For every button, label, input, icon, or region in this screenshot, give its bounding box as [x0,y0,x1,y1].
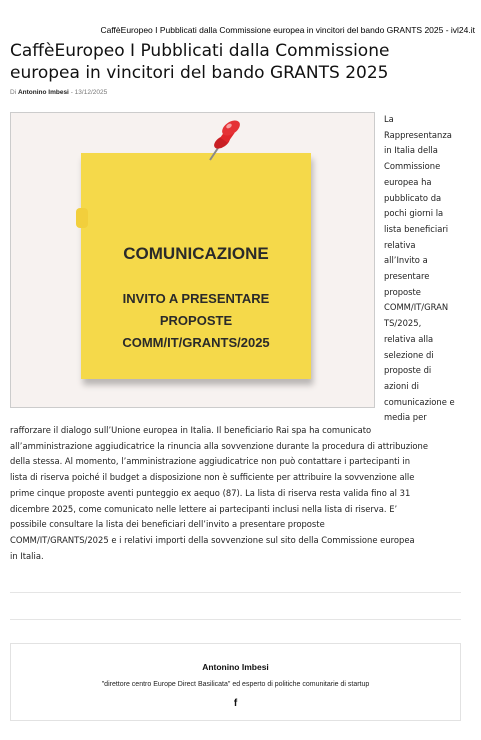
text-line: proposte di [384,365,432,376]
text-line: TS/2025, [384,318,422,329]
text-line: azioni di [384,380,419,391]
text-line: pubblicato da [384,192,442,203]
text-line: in Italia della [384,145,438,156]
text-line: lista beneficiari [384,223,449,234]
text-line: possibile consultare la lista dei beneficiari dell’invito a presentare proposte [10,519,325,530]
text-line: Rappresentanza [384,129,452,140]
pushpin-icon [196,118,244,166]
text-line: media per [384,412,427,423]
article-title-line-1: CaffèEuropeo I Pubblicati dalla Commissione [10,41,390,61]
text-line: lista di riserva poiché il budget a disposizione non è sufficiente per attribuire la sovvenzione alle [10,472,415,483]
article-title [10,40,450,84]
note-line-2: PROPOSTE [159,313,233,328]
article-body [10,423,470,564]
text-line: europea ha [384,176,432,187]
text-line: COMM/IT/GRANTS/2025 e i relativi importi della sovvenzione sul sito della Commissione europea [10,534,415,545]
byline-prefix: Di [10,89,17,96]
print-header: CaffèEuropeo I Pubblicati dalla Commissione europea in vincitori del bando GRANTS 2025 - ivl24.it [100,25,475,35]
divider [10,592,461,593]
text-line: pochi giorni la [384,208,444,219]
text-line: COMM/IT/GRAN [384,302,449,313]
text-line: rafforzare il dialogo sull’Unione europea in Italia. Il beneficiario Rai spa ha comunicato [10,425,372,435]
text-line: all’Invito a [384,255,428,266]
article-text-beside-image [384,112,474,426]
text-line: proposte [384,286,421,297]
author-link[interactable]: Antonino Imbesi [17,89,69,96]
article-title-line-2: europea in vincitori del bando GRANTS 2025 [10,63,389,83]
note-fold [76,208,88,228]
text-line: La [384,114,394,124]
author-box [10,643,461,721]
byline-separator: - [70,89,73,96]
text-line: prime cinque proposte aventi punteggio ex aequo (87). La lista di riserva resta valida fino al 31 [10,487,411,498]
text-line: della stessa. Al momento, l’amministrazione aggiudicatrice non può contattare i partecipanti in [10,456,411,467]
article-date: 13/12/2025 [74,89,108,96]
text-line: in Italia. [10,550,44,561]
author-box-name[interactable]: Antonino Imbesi [202,662,269,672]
note-line-3: COMM/IT/GRANTS/2025 [122,335,270,350]
text-line: relativa [384,239,416,250]
text-line: relativa alla [384,333,434,344]
text-line: comunicazione e [384,396,455,407]
facebook-icon[interactable]: f [233,698,238,709]
sticky-note [81,153,311,379]
article-image [10,112,375,408]
text-line: all’amministrazione aggiudicatrice la rinuncia alla sovvenzione durante la procedura di attribuzione [10,440,429,451]
note-line-1: INVITO A PRESENTARE [122,291,270,306]
article-byline [10,89,107,96]
note-heading: COMUNICAZIONE [123,244,269,263]
author-box-bio: "direttore centro Europe Direct Basilicata" ed esperto di politiche comunitarie di startup [101,681,370,688]
text-line: selezione di [384,349,434,360]
text-line: dicembre 2025, come comunicato nelle lettere ai partecipanti inclusi nella lista di riserva. E’ [10,503,398,514]
text-line: presentare [384,271,430,282]
divider [10,619,461,620]
text-line: Commissione [384,161,441,172]
